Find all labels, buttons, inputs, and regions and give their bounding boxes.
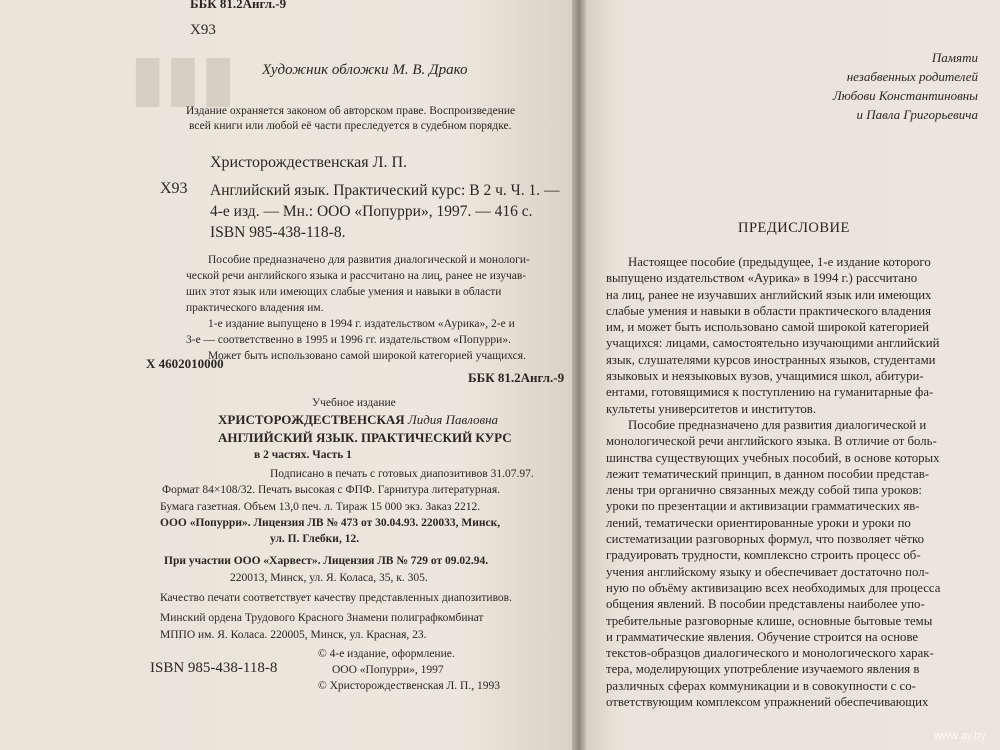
copyright-lines: © 4-е издание, оформление. ООО «Попурри», 1997 © Христорождественская Л. П., 1993	[318, 648, 500, 692]
parts-label: в 2 частях. Часть 1	[254, 449, 352, 461]
show-through-shadow: ▮▮▮	[130, 40, 236, 115]
preface-heading: ПРЕДИСЛОВИЕ	[738, 220, 850, 236]
code-mid: Х93	[160, 180, 188, 197]
x-code: Х 4602010000	[146, 356, 224, 371]
book-title: АНГЛИЙСКИЙ ЯЗЫК. ПРАКТИЧЕСКИЙ КУРС	[218, 430, 512, 445]
bibliographic-record: Английский язык. Практический курс: В 2 ч. Ч. 1. — 4-е изд. — Мн.: ООО «Попурри», 1997. — 416 с. ISBN 985-438-118-8.	[210, 182, 560, 241]
watermark: www.ay.by	[934, 730, 986, 742]
preface-body: Настоящее пособие (предыдущее, 1-е издание которого выпущено издательством «Аурика» в 1994 г.) рассчитано на лиц, ранее не изучавших английский язык или имеющих слабые умения и навыки в области практического владения им, и может быть использовано самой широкой категорией учащихся: лицами, самостоятельно изучающими английский язык, слушателями курсов иностранных языков, студентами языковых и неязыковых вузов, учащимися школ, абитури- ентами, готовящимися к поступлению на гуманитарные фа- культеты университетов и институтов. Пособие предназначено для развития диалогической и монологической речи английского языка. В отличие от боль- шинства существующих учебных пособий, в основе которых лежит тематический принцип, в данном пособии представ- лены три органично связанных между собой типа уроков: уроки по презентации и активизации грамматических яв- лений, тематически ориентированные уроки и уроки по систематизации разговорных формул, что позволяет чётко градуировать трудности, комплексно строить процесс об- учения английскому языку и обеспечивает достаточно пол- ную по объёму активизацию всех необходимых для процесса общения явлений. В пособии представлены наиболее упо- требительные разговорные клише, основные бытовые темы и грамматические явления. Обучение строится на основе текстов-образцов диалогического и монологического харак- тера, моделирующих употребление изучаемого явления в различных сферах коммуникации и в совокупности с со- ответствующим комплексом упражнений обеспечивающих	[606, 255, 941, 710]
cover-artist: Художник обложки М. В. Драко	[262, 62, 468, 78]
annotation: Пособие предназначено для развития диалогической и монологи- ческой речи английского языка и рассчитано на лиц, ранее не изучав- ших этот язык или имеющих слабые умения и навыки в области практического владения им. 1-е издание выпущено в 1994 г. издательством «Аурика», 2-е и 3-е — соответственно в 1995 и 1996 гг. издательством «Попурри». Может быть использовано самой широкой категорией учащихся.	[186, 254, 530, 362]
dedication: Памяти незабвенных родителей Любови Константиновны и Павла Григорьевича	[832, 50, 978, 122]
bbk-bottom: ББК 81.2Англ.-9	[468, 370, 565, 385]
code-top: Х93	[190, 22, 216, 38]
bbk-top: ББК 81.2Англ.-9	[190, 0, 287, 11]
isbn-bottom: ISBN 985-438-118-8	[150, 660, 278, 676]
imprint: Подписано в печать с готовых диапозитивов 31.07.97. Формат 84×108/32. Печать высокая с ФПФ. Гарнитура литературная. Бумага газетная. Объем 13,0 печ. л. Тираж 15 000 экз. Заказ 2212. ООО «Попурри». Лицензия ЛВ № 473 от 30.04.93. 220033, Минск, ул. П. Глебки, 12. При участии ООО «Харвест». Лицензия ЛВ № 729 от 09.02.94. 220013, Минск, ул. Я. Коласа, 35, к. 305. Качество печати соответствует качеству представленных диапозитивов. Минский ордена Трудового Красного Знамени полиграфкомбинат МППО им. Я. Коласа. 220005, Минск, ул. Красная, 23.	[160, 468, 534, 641]
copyright-notice: Издание охраняется законом об авторском праве. Воспроизведение всей книги или любой её части преследуется в судебном порядке.	[186, 105, 516, 132]
right-page	[586, 0, 1000, 750]
book-gutter	[572, 0, 586, 750]
author-line: Христорождественская Л. П.	[210, 154, 408, 171]
edu-label: Учебное издание	[312, 397, 396, 409]
author-full: ХРИСТОРОЖДЕСТВЕНСКАЯ Лидия Павловна	[218, 412, 499, 427]
